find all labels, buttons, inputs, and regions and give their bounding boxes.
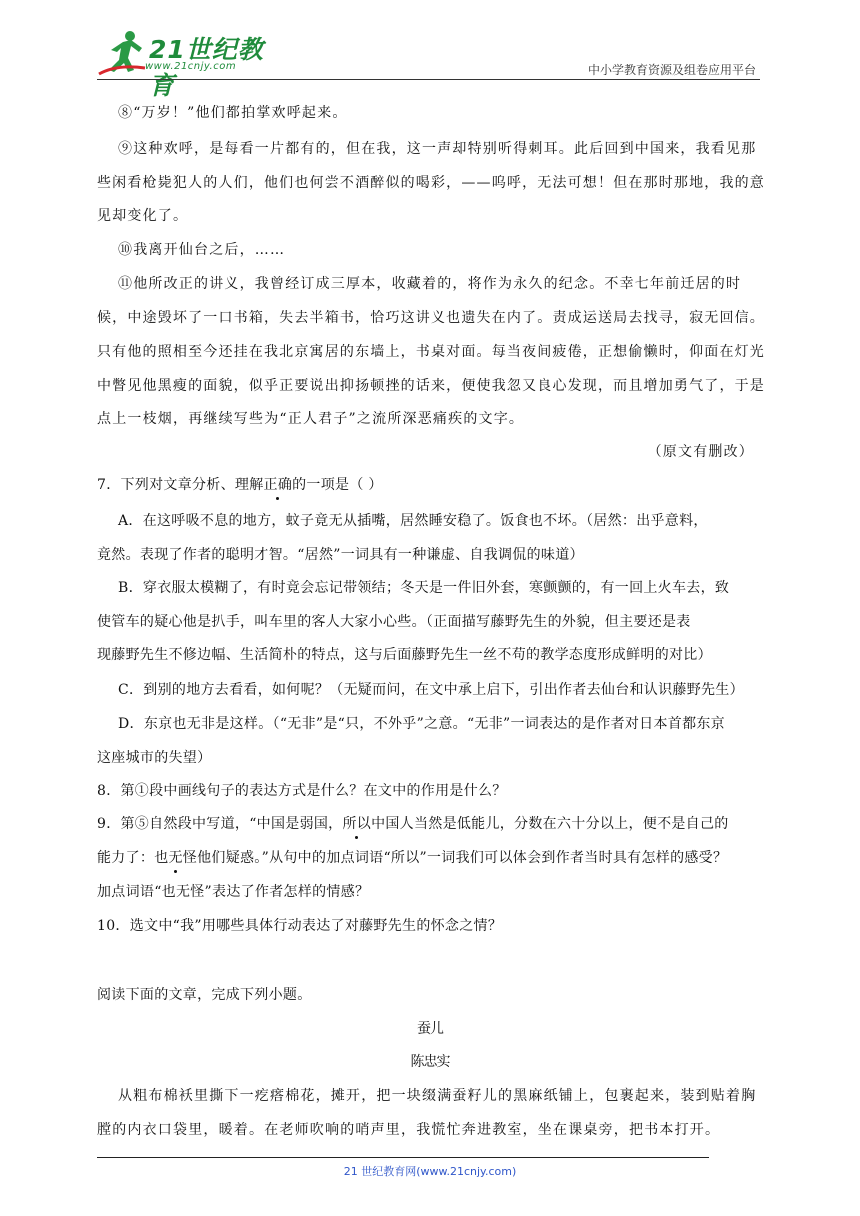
paragraph-10: ⑩我离开仙台之后，…… — [118, 242, 286, 258]
emphasis-dots-suoyi: 所以 — [342, 816, 372, 832]
option-c: C．到别的地方去看看，如何呢？（无疑而问，在文中承上启下，引出作者去仙台和认识藤野先生） — [118, 682, 744, 698]
logo-url: www.21cnjy.com — [145, 61, 237, 72]
option-b-line-2: 使管车的疑心他是扒手，叫车里的客人大家小心些。（正面描写藤野先生的外貌，但主要还是表 — [97, 614, 691, 630]
article-author: 陈忠实 — [410, 1054, 450, 1070]
emphasis-dots-zhengque: 正确 — [263, 477, 293, 493]
site-logo[interactable] — [97, 28, 267, 100]
paragraph-11-line-5: 点上一枝烟，再继续写些为“正人君子”之流所深恶痛疾的文字。 — [97, 411, 525, 427]
option-a-line-1: A．在这呼吸不息的地方，蚊子竟无从插嘴，居然睡安稳了。饭食也不坏。（居然：出乎意料， — [118, 513, 708, 529]
option-a-line-2: 竟然。表现了作者的聪明才智。“居然”一词具有一种谦虚、自我调侃的味道） — [97, 547, 584, 563]
option-b-line-3: 现藤野先生不修边幅、生活简朴的特点，这与后面藤野先生一丝不苟的教学态度形成鲜明的对比） — [97, 647, 712, 663]
paragraph-11-line-1: ⑪他所改正的讲义，我曾经订成三厚本，收藏着的，将作为永久的纪念。不幸七年前迁居的时 — [118, 276, 742, 292]
question-7-prefix: 7．下列对文章分析、理解 — [97, 477, 264, 493]
article-title: 蚕儿 — [417, 1021, 443, 1037]
question-9-text: 中国人当然是低能儿，分数在六十分以上，便不是自己的 — [371, 816, 729, 832]
paragraph-9-line-3: 见却变化了。 — [97, 208, 189, 224]
question-9-line-1 — [97, 814, 729, 834]
question-7 — [97, 475, 383, 495]
emphasis-dots-yewuguai: 也无怪 — [154, 850, 198, 866]
article-line-2: 膛的内衣口袋里，暖着。在老师吹响的哨声里，我慌忙奔进教室，坐在课桌旁，把书本打开。 — [97, 1122, 721, 1138]
option-d-line-2: 这座城市的失望） — [97, 750, 212, 766]
question-9-line-2 — [97, 848, 727, 868]
paragraph-8: ⑧“万岁！”他们都拍掌欢呼起来。 — [118, 105, 348, 121]
paragraph-11-line-3: 只有他的照相至今还挂在我北京寓居的东墙上，书桌对面。每当夜间疲倦，正想偷懒时，仰面在灯光 — [97, 344, 765, 360]
platform-label: 中小学教育资源及组卷应用平台 — [587, 63, 756, 77]
footer-link[interactable]: 21 世纪教育网(www.21cnjy.com) — [343, 1165, 517, 1178]
question-9-text: 他们疑惑。”从句中的加点词语“所以”一词我们可以体会到作者当时具有怎样的感受？ — [197, 850, 728, 866]
option-d-line-1: D．东京也无非是这样。（“无非”是“只，不外乎”之意。“无非”一词表达的是作者对日本首都东京 — [118, 716, 725, 732]
reading-instruction: 阅读下面的文章，完成下列小题。 — [97, 987, 312, 1003]
question-8: 8．第①段中画线句子的表达方式是什么？在文中的作用是什么？ — [97, 783, 507, 799]
paragraph-11-line-2: 候，中途毁坏了一口书箱，失去半箱书，恰巧这讲义也遗失在内了。责成运送局去找寻，寂无回信。 — [97, 310, 765, 326]
article-line-1: 从粗布棉袄里撕下一疙瘩棉花，摊开，把一块缀满蚕籽儿的黑麻纸铺上，包裹起来，装到贴着胸 — [118, 1088, 757, 1104]
option-b-line-1: B．穿衣服太模糊了，有时竟会忘记带领结；冬天是一件旧外套，寒颤颤的，有一回上火车去，致 — [118, 580, 730, 596]
question-9-text: 能力了： — [97, 850, 155, 866]
paragraph-9-line-2: 些闲看枪毙犯人的人们，他们也何尝不酒醉似的喝彩，——呜呼，无法可想！但在那时那地，我的意 — [97, 175, 765, 191]
footer-divider — [97, 1157, 709, 1158]
question-9-text: 9．第⑤自然段中写道，“中国是弱国， — [97, 816, 343, 832]
question-10: 10．选文中“我”用哪些具体行动表达了对藤野先生的怀念之情？ — [97, 918, 503, 934]
runner-logo-icon — [97, 28, 149, 78]
question-9-line-3: 加点词语“也无怪”表达了作者怎样的情感？ — [97, 884, 370, 900]
paragraph-11-line-4: 中瞥见他黑瘦的面貌，似乎正要说出抑扬顿挫的话来，便使我忽又良心发现，而且增加勇气了，于是 — [97, 378, 765, 394]
logo-text: 21世纪教育 — [149, 35, 264, 100]
page-header — [97, 26, 760, 100]
paragraph-9-line-1: ⑨这种欢呼，是每看一片都有的，但在我，这一声却特别听得刺耳。此后回到中国来，我看见那 — [118, 141, 757, 157]
question-7-suffix: 的一项是（ ） — [292, 477, 383, 493]
source-note: （原文有删改） — [647, 444, 754, 460]
header-divider — [97, 79, 760, 80]
